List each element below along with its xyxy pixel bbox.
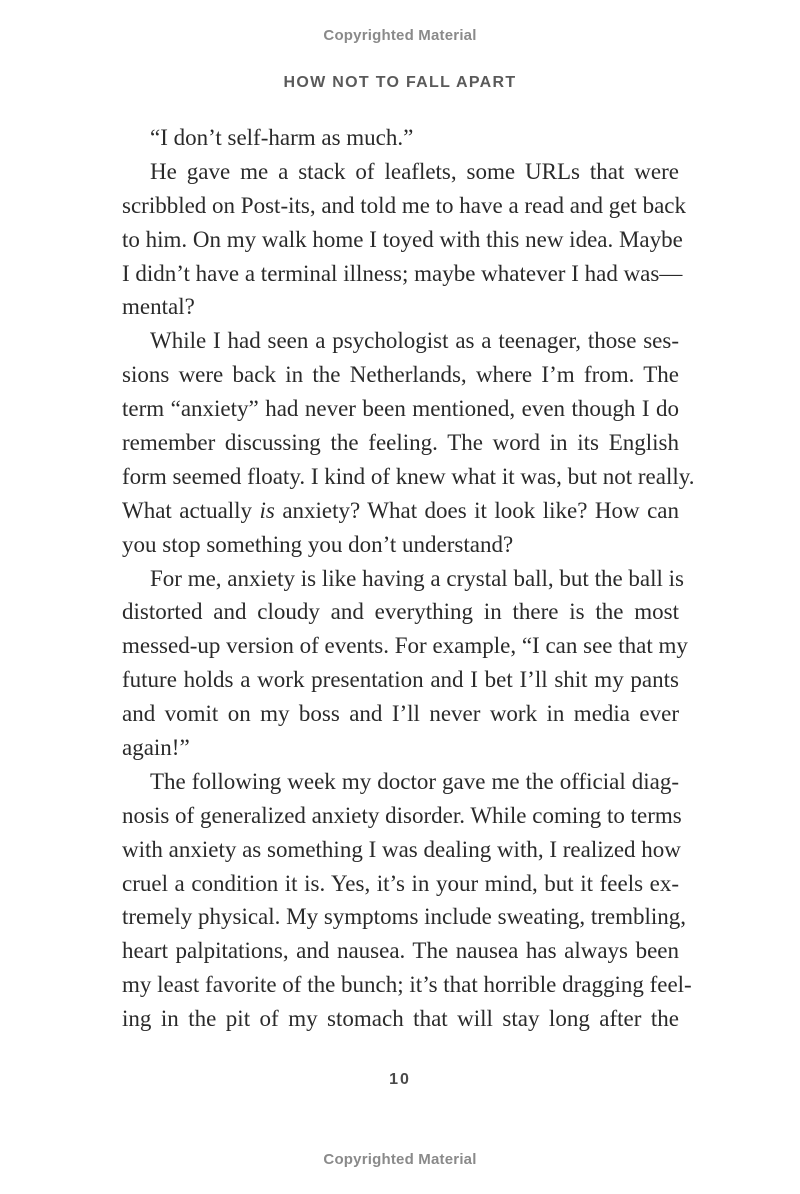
text-line: again!”: [122, 735, 190, 761]
text-line: future holds a work presentation and I bet I’ll shit my pants: [122, 667, 679, 693]
emphasis: is: [259, 497, 275, 523]
text-line: remember discussing the feeling. The word in its English: [122, 430, 679, 456]
running-head: HOW NOT TO FALL APART: [283, 74, 517, 91]
text-line: nosis of generalized anxiety disorder. While coming to terms: [122, 802, 682, 828]
text-line: scribbled on Post-its, and told me to have a read and get back: [122, 192, 686, 218]
text-line: term “anxiety” had never been mentioned, even though I do: [122, 396, 679, 422]
text-line: with anxiety as something I was dealing with, I realized how: [122, 836, 681, 862]
text-line: For me, anxiety is like having a crystal ball, but the ball is: [150, 565, 684, 591]
text-line: While I had seen a psychologist as a teenager, those ses-: [150, 328, 679, 354]
text-run: anxiety? What does it look like? How can: [274, 497, 679, 523]
body-text: [122, 121, 695, 1036]
text-line: form seemed floaty. I kind of knew what it was, but not really.: [122, 463, 695, 489]
text-line: He gave me a stack of leaflets, some URLs that were: [150, 158, 679, 184]
text-line: I didn’t have a terminal illness; maybe whatever I had was—: [122, 260, 683, 286]
text-line: to him. On my walk home I toyed with this new idea. Maybe: [122, 226, 683, 252]
copyright-watermark-top: Copyrighted Material: [323, 27, 477, 44]
text-line: sions were back in the Netherlands, where I’m from. The: [122, 362, 679, 388]
text-line: and vomit on my boss and I’ll never work in media ever: [122, 701, 679, 727]
page-number: 10: [389, 1071, 411, 1088]
text-line: [122, 494, 679, 528]
text-line: “I don’t self-harm as much.”: [150, 125, 414, 150]
text-run: What actually: [122, 497, 260, 523]
text-line: messed-up version of events. For example, “I can see that my: [122, 633, 688, 659]
text-line: heart palpitations, and nausea. The nausea has always been: [122, 938, 679, 964]
text-line: ing in the pit of my stomach that will stay long after the: [122, 1006, 679, 1032]
text-line: mental?: [122, 294, 195, 320]
text-line: my least favorite of the bunch; it’s that horrible dragging feel-: [122, 972, 692, 998]
text-line: cruel a condition it is. Yes, it’s in your mind, but it feels ex-: [122, 870, 679, 896]
copyright-watermark-bottom: Copyrighted Material: [323, 1151, 477, 1168]
text-line: you stop something you don’t understand?: [122, 531, 514, 557]
text-line: tremely physical. My symptoms include sweating, trembling,: [122, 904, 687, 930]
text-line: The following week my doctor gave me the official diag-: [150, 768, 679, 794]
text-line: distorted and cloudy and everything in there is the most: [122, 599, 679, 625]
